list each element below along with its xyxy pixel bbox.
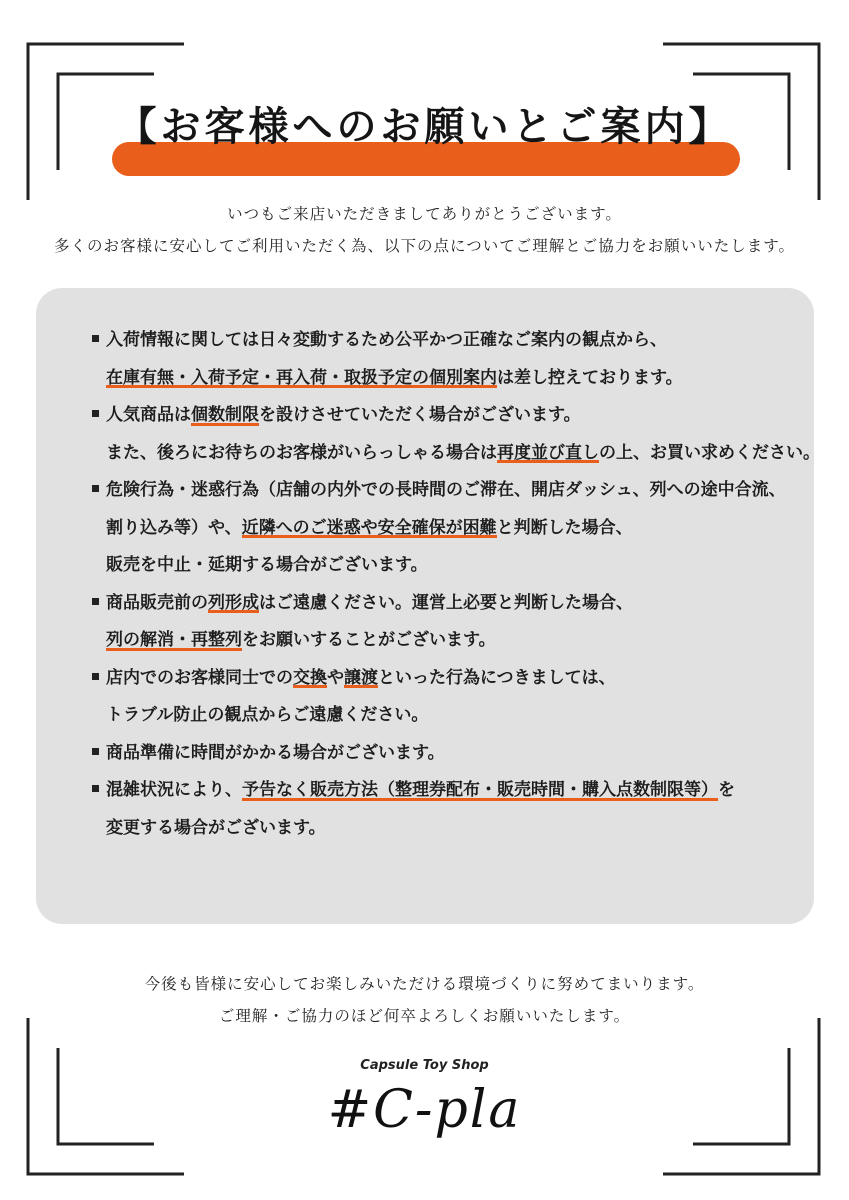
bullet-icon bbox=[92, 748, 99, 755]
notice-item bbox=[72, 322, 794, 397]
notice-text: は差し控えております。 bbox=[497, 367, 683, 388]
title-area bbox=[0, 96, 849, 158]
notice-text: 入荷情報に関しては日々変動するため公平かつ正確なご案内の観点から、 bbox=[106, 330, 667, 350]
logo-subtitle: Capsule Toy Shop bbox=[360, 1058, 489, 1073]
highlighted-phrase: 近隣へのご迷惑や安全確保が困難 bbox=[241, 517, 497, 538]
outro-text bbox=[0, 968, 849, 1032]
notice-text: といった行為につきましては、 bbox=[378, 667, 616, 688]
notice-line bbox=[106, 622, 794, 660]
page-title: 【お客様へのお願いとご案内】 bbox=[116, 104, 733, 150]
highlighted-phrase: 個数制限 bbox=[191, 405, 259, 425]
notice-line bbox=[106, 435, 820, 473]
notice-line bbox=[106, 735, 794, 773]
notice-text: 混雑状況により、 bbox=[106, 780, 242, 800]
notice-line bbox=[106, 397, 794, 435]
bullet-icon bbox=[92, 673, 99, 680]
notice-line bbox=[106, 810, 794, 848]
highlighted-phrase: 予告なく販売方法（整理券配布・販売時間・購入点数制限等） bbox=[242, 780, 718, 800]
notice-text: 店内でのお客様同士での bbox=[106, 667, 293, 688]
notice-line bbox=[106, 660, 794, 698]
notice-line bbox=[106, 472, 794, 510]
notice-text: 危険行為・迷惑行為（店舗の内外での長時間のご滞在、開店ダッシュ、列への途中合流、 bbox=[106, 480, 786, 500]
notice-text: 販売を中止・延期する場合がございます。 bbox=[106, 555, 428, 575]
notice-item bbox=[72, 660, 794, 735]
notice-line bbox=[106, 772, 794, 810]
notice-text: 商品準備に時間がかかる場合がございます。 bbox=[106, 742, 445, 763]
notice-text: 変更する場合がございます。 bbox=[106, 817, 326, 838]
notice-text: を bbox=[718, 780, 735, 800]
outro-line: ご理解・ご協力のほど何卒よろしくお願いいたします。 bbox=[218, 1007, 631, 1025]
notice-text: はご遠慮ください。運営上必要と判断した場合、 bbox=[259, 592, 633, 613]
highlighted-phrase: 在庫有無・入荷予定・再入荷・取扱予定の個別案内 bbox=[106, 367, 497, 388]
bullet-icon bbox=[92, 410, 99, 417]
notice-item bbox=[72, 772, 794, 847]
notice-text: と判断した場合、 bbox=[496, 517, 633, 538]
intro-line: いつもご来店いただきましてありがとうございます。 bbox=[227, 205, 622, 223]
highlighted-phrase: 交換 bbox=[293, 667, 327, 688]
notice-line bbox=[106, 360, 794, 398]
notice-text: 人気商品は bbox=[106, 405, 191, 425]
notice-list bbox=[36, 288, 820, 847]
notice-line bbox=[106, 322, 794, 360]
intro-line: 多くのお客様に安心してご利用いただく為、以下の点についてご理解とご協力をお願いいたします。 bbox=[54, 237, 795, 255]
notice-text: を設けさせていただく場合がございます。 bbox=[259, 405, 581, 425]
shop-logo: #C-pla bbox=[327, 1080, 522, 1140]
notice-line bbox=[106, 697, 794, 735]
highlighted-phrase: 再度並び直し bbox=[497, 442, 599, 463]
notice-text: 割り込み等）や、 bbox=[106, 517, 242, 538]
notice-text: をお願いすることがございます。 bbox=[242, 630, 496, 650]
intro-text bbox=[0, 198, 849, 262]
notice-line bbox=[106, 585, 794, 623]
highlighted-phrase: 譲渡 bbox=[344, 667, 378, 688]
notice-panel bbox=[36, 288, 820, 924]
notice-item bbox=[72, 472, 794, 585]
notice-line bbox=[106, 547, 794, 585]
notice-item bbox=[72, 585, 794, 660]
notice-text: や bbox=[327, 667, 344, 688]
notice-item bbox=[72, 735, 794, 773]
notice-text: 商品販売前の bbox=[106, 592, 208, 613]
notice-text: の上、お買い求めください。 bbox=[599, 442, 820, 463]
bullet-icon bbox=[92, 598, 99, 605]
notice-text: トラブル防止の観点からご遠慮ください。 bbox=[106, 705, 429, 725]
bullet-icon bbox=[92, 785, 99, 792]
highlighted-phrase: 列の解消・再整列 bbox=[106, 630, 242, 650]
bullet-icon bbox=[92, 335, 99, 342]
outro-line: 今後も皆様に安心してお楽しみいただける環境づくりに努めてまいります。 bbox=[144, 975, 705, 993]
highlighted-phrase: 列形成 bbox=[208, 592, 259, 613]
notice-text: また、後ろにお待ちのお客様がいらっしゃる場合は bbox=[106, 442, 497, 463]
notice-item bbox=[72, 397, 820, 472]
bullet-icon bbox=[92, 485, 99, 492]
notice-line bbox=[106, 510, 794, 548]
